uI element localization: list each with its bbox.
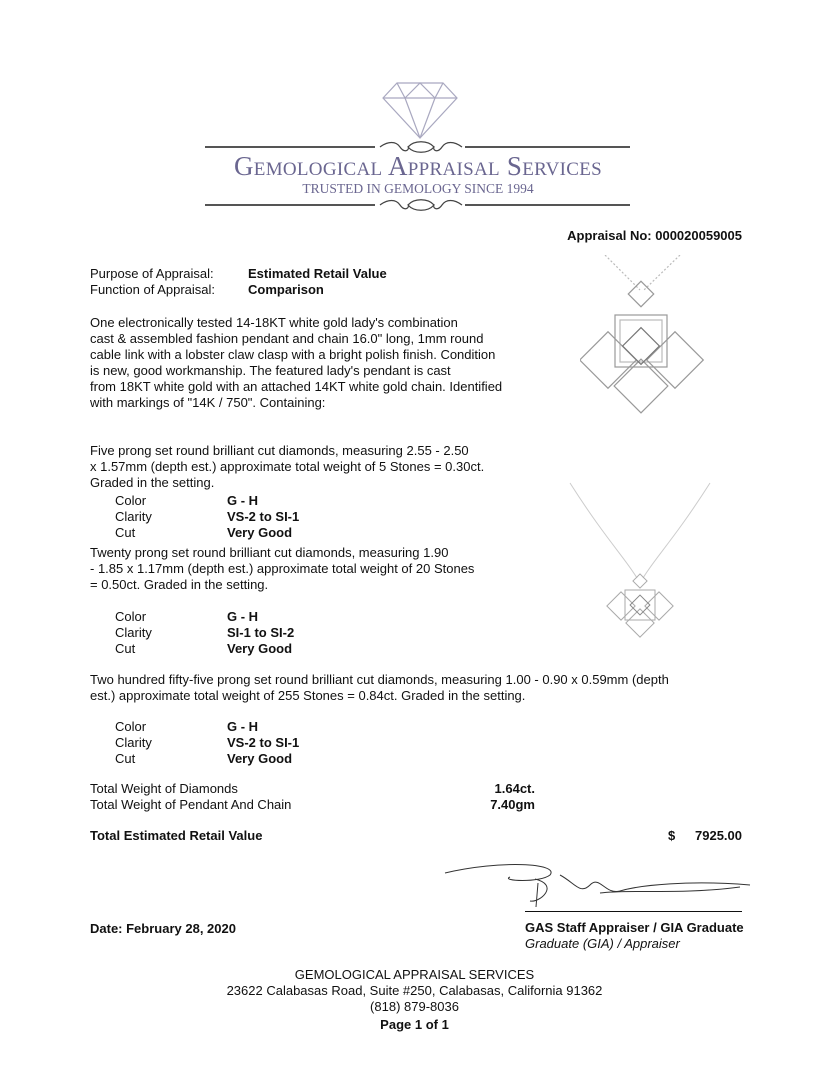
grade-value: VS-2 to SI-1 — [227, 509, 300, 524]
description-line: cable link with a lobster claw clasp with a bright polish finish. Condition — [90, 347, 496, 362]
signature-line — [525, 911, 742, 912]
grade-value: SI-1 to SI-2 — [227, 625, 295, 640]
stone-line: Two hundred fifty-five prong set round brilliant cut diamonds, measuring 1.00 - 0.90 x 0.59mm (depth — [90, 672, 669, 687]
currency-symbol: $ — [668, 828, 676, 843]
stone-line: x 1.57mm (depth est.) approximate total weight of 5 Stones = 0.30ct. — [90, 459, 485, 474]
date: Date: February 28, 2020 — [90, 921, 236, 936]
appraiser-title: GAS Staff Appraiser / GIA Graduate — [525, 920, 744, 935]
grade-value: Very Good — [227, 525, 293, 540]
tagline: TRUSTED IN GEMOLOGY SINCE 1994 — [302, 181, 534, 196]
stone-line: Five prong set round brilliant cut diamonds, measuring 2.55 - 2.50 — [90, 443, 469, 458]
stone-line: Graded in the setting. — [90, 475, 215, 490]
grade-labels — [115, 493, 152, 541]
grade-label: Color — [115, 609, 147, 624]
flourish-icon — [378, 198, 464, 212]
function-label: Function of Appraisal: — [90, 282, 216, 297]
grade-label: Clarity — [115, 625, 152, 640]
footer-company: GEMOLOGICAL APPRAISAL SERVICES — [294, 967, 535, 982]
total-diamonds-value: 1.64ct. — [494, 781, 535, 796]
grade-value: G - H — [227, 609, 259, 624]
description-line: is new, good workmanship. The featured lady's pendant is cast — [90, 363, 451, 378]
diamond-logo-icon — [375, 78, 465, 140]
grade-labels — [115, 609, 152, 657]
pendant-photo-closeup — [580, 255, 705, 430]
stone-line: - 1.85 x 1.17mm (depth est.) approximate total weight of 20 Stones — [90, 561, 475, 576]
divider — [465, 204, 630, 206]
description-line: with markings of "14K / 750". Containing: — [90, 395, 326, 410]
grade-value: Very Good — [227, 751, 293, 766]
grade-value: Very Good — [227, 641, 293, 656]
purpose-label: Purpose of Appraisal: — [90, 266, 214, 281]
retail-value-label: Total Estimated Retail Value — [90, 828, 263, 843]
appraiser-subtitle: Graduate (GIA) / Appraiser — [525, 936, 680, 951]
grade-label: Clarity — [115, 509, 152, 524]
grade-label: Color — [115, 493, 147, 508]
grade-label: Clarity — [115, 735, 152, 750]
footer-address: 23622 Calabasas Road, Suite #250, Calabasas, California 91362 — [226, 983, 603, 998]
stone-description — [90, 443, 484, 491]
description-line: cast & assembled fashion pendant and chain 16.0" long, 1mm round — [90, 331, 484, 346]
grade-value: VS-2 to SI-1 — [227, 735, 300, 750]
appraisal-number: Appraisal No: 000020059005 — [567, 228, 742, 243]
stone-description — [90, 672, 669, 704]
footer-phone: (818) 879-8036 — [370, 999, 459, 1014]
grade-label: Cut — [115, 751, 136, 766]
pendant-photo-full — [565, 478, 715, 638]
total-diamonds-label: Total Weight of Diamonds — [90, 781, 238, 796]
description-line: from 18KT white gold with an attached 14KT white gold chain. Identified — [90, 379, 503, 394]
stone-line: Twenty prong set round brilliant cut diamonds, measuring 1.90 — [90, 545, 449, 560]
grade-values — [227, 493, 299, 541]
description — [90, 315, 502, 411]
stone-line: est.) approximate total weight of 255 Stones = 0.84ct. Graded in the setting. — [90, 688, 526, 703]
divider — [205, 146, 375, 148]
company-logo-text: Gemological Appraisal Services — [233, 151, 603, 181]
divider — [205, 204, 375, 206]
grade-label: Color — [115, 719, 147, 734]
signature-image — [440, 855, 755, 910]
grade-labels — [115, 719, 152, 767]
description-line: One electronically tested 14-18KT white gold lady's combination — [90, 315, 458, 330]
total-weight-value: 7.40gm — [490, 797, 535, 812]
page-number: Page 1 of 1 — [380, 1017, 449, 1032]
function-value: Comparison — [248, 282, 324, 297]
grade-label: Cut — [115, 525, 136, 540]
retail-value: 7925.00 — [695, 828, 742, 843]
total-weight-label: Total Weight of Pendant And Chain — [90, 797, 292, 812]
stone-line: = 0.50ct. Graded in the setting. — [90, 577, 269, 592]
divider — [465, 146, 630, 148]
grade-values — [227, 719, 299, 767]
grade-value: G - H — [227, 719, 259, 734]
stone-description — [90, 545, 474, 593]
grade-label: Cut — [115, 641, 136, 656]
grade-values — [227, 609, 294, 657]
grade-value: G - H — [227, 493, 259, 508]
purpose-value: Estimated Retail Value — [248, 266, 387, 281]
